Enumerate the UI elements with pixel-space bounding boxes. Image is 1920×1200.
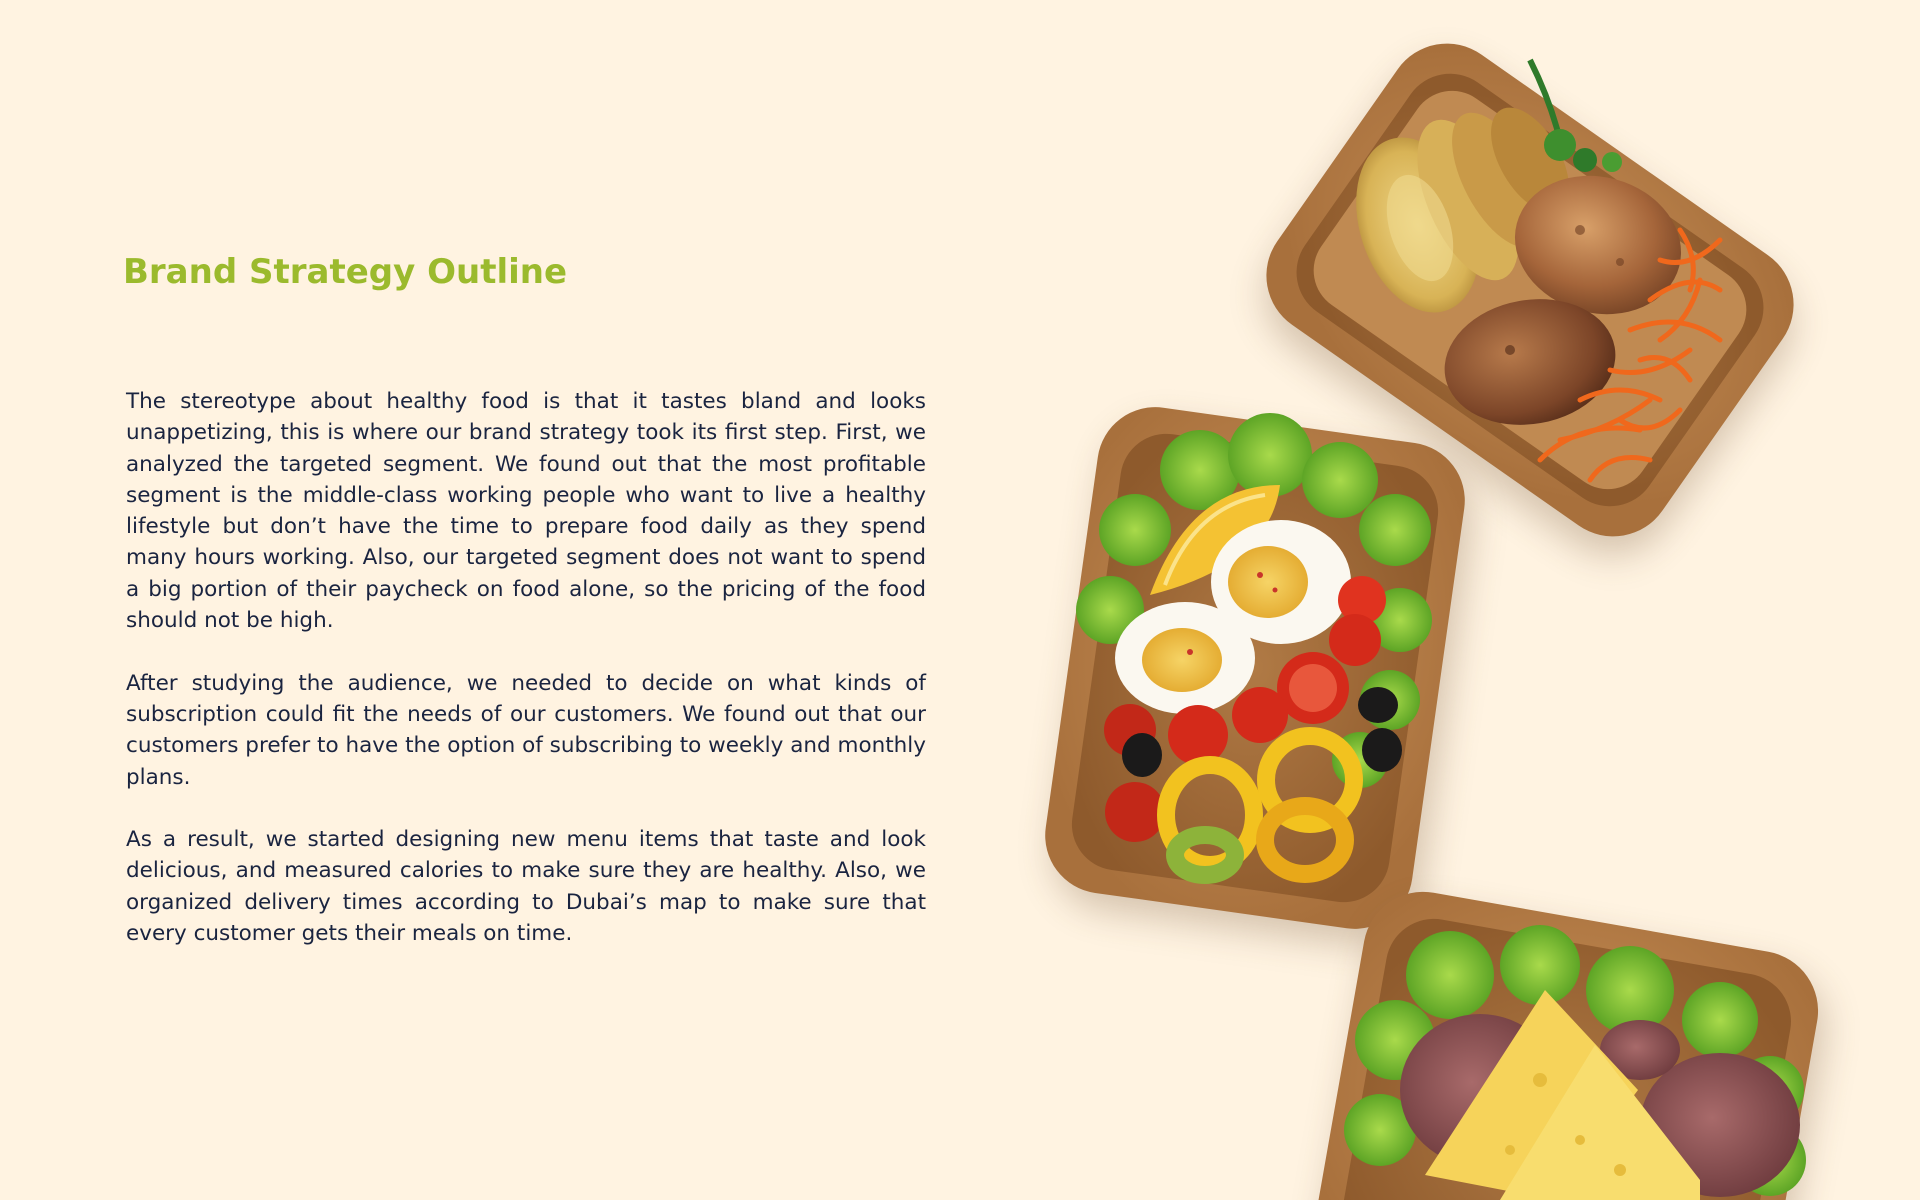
meal-box-2 <box>1035 400 1482 954</box>
paragraph-subscription: After studying the audience, we needed to decide on what kinds of subscription could fit the needs of our customers. We found out that our customers prefer to have the option of subscribing to weekly and monthly plans. <box>126 670 926 790</box>
paragraph-audience: The stereotype about healthy food is that it tastes bland and looks unappetizing, this is where our brand strategy took its first step. First, we analyzed the targeted segment. We found out that the most profitable segment is the middle-class working people who want to live a healthy lifestyle but don’t have the time to prepare food daily as they spend many hours working. Also, our targeted segment does not want to spend a big portion of their paycheck on food alone, so the pricing of the food should not be high. <box>126 389 926 634</box>
meal-box-3 <box>1302 882 1837 1200</box>
paragraph-result: As a result, we started designing new menu items that taste and look delicious, and measured calories to make sure they are healthy. Also, we organized delivery times according to Dubai’s map to make sure that every customer gets their meals on time. <box>126 827 926 947</box>
page-title: Brand Strategy Outline <box>123 252 568 292</box>
